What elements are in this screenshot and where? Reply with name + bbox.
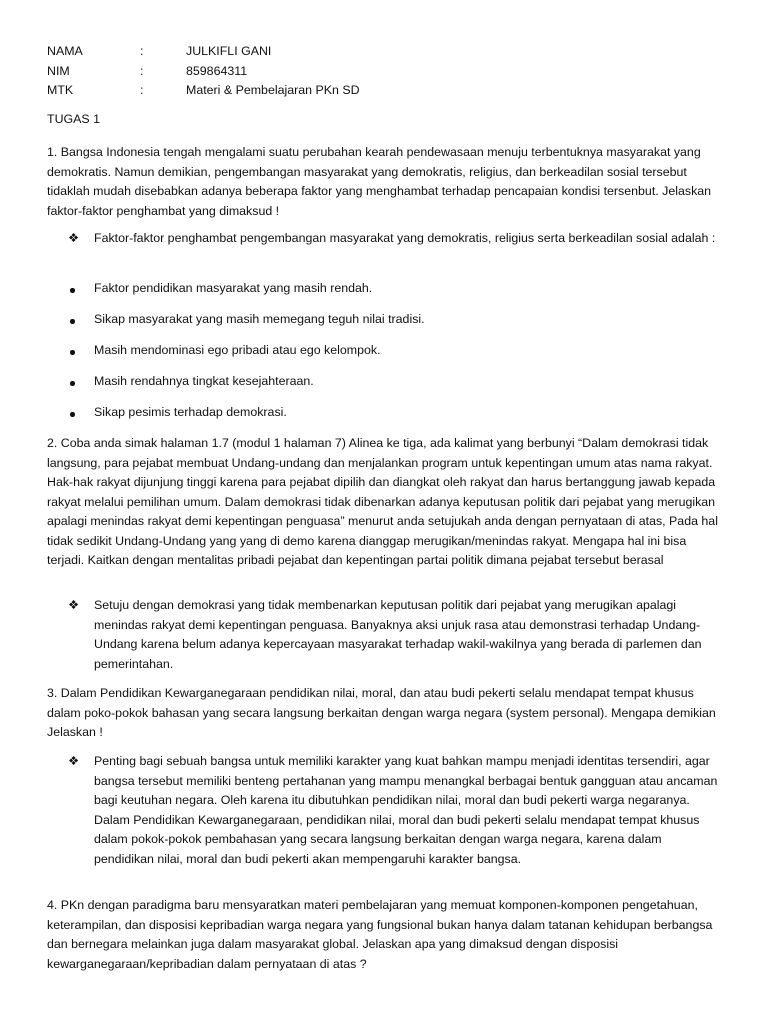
header-separator: : xyxy=(140,44,144,58)
question-3: 3. Dalam Pendidikan Kewarganegaraan pendidikan nilai, moral, dan atau budi pekerti selalu mendapat tempat khusus dalam poko-pokok bahasan yang secara langsung berkaitan dengan warga negara (system personal). Mengapa demikian Jelaskan ! xyxy=(47,686,716,739)
list-item: Sikap masyarakat yang masih memegang teguh nilai tradisi. xyxy=(94,312,425,326)
header-separator: : xyxy=(140,64,144,78)
diamond-bullet-icon: ❖ xyxy=(68,598,80,612)
round-bullet-icon xyxy=(70,350,75,355)
round-bullet-icon xyxy=(70,412,75,417)
answer-1-intro: Faktor-faktor penghambat pengembangan masyarakat yang demokratis, religius serta berkeadilan sosial adalah : xyxy=(94,231,716,245)
header-separator: : xyxy=(140,83,144,97)
list-item: Faktor pendidikan masyarakat yang masih rendah. xyxy=(94,281,373,295)
answer-3: Penting bagi sebuah bangsa untuk memiliki karakter yang kuat bahkan mampu menjadi identitas tersendiri, agar bangsa tersebut memiliki benteng pertahanan yang mampu menangkal berbagai bentuk gangguan atau ancaman bagi keutuhan negara. Oleh karena itu dibutuhkan pendidikan nilai, moral dan budi pekerti warga negaranya. Dalam Pendidikan Kewarganegaraan, pendidikan nilai, moral dan budi pekerti selalu mendapat tempat khusus dalam pokok-pokok pembahasan yang secara langsung berkaitan dengan warga negara, karena dalam pendidikan nilai, moral dan budi pekerti akan mempengaruhi karakter bangsa. xyxy=(94,754,718,866)
task-title: TUGAS 1 xyxy=(47,112,101,126)
list-item: Sikap pesimis terhadap demokrasi. xyxy=(94,405,287,419)
list-item: Masih mendominasi ego pribadi atau ego kelompok. xyxy=(94,343,381,357)
question-1: 1. Bangsa Indonesia tengah mengalami suatu perubahan kearah pendewasaan menuju terbentuknya masyarakat yang demokratis. Namun demikian, pengembangan masyarakat yang demokratis, religius, dan berkeadilan sosial tersebut tidaklah mudah disebabkan adanya beberapa faktor yang menghambat terhadap pencapaian kondisi tersenbut. Jelaskan faktor-faktor penghambat yang dimaksud ! xyxy=(47,145,712,218)
header-value: Materi & Pembelajaran PKn SD xyxy=(186,83,360,97)
header-label: NAMA xyxy=(47,44,83,58)
round-bullet-icon xyxy=(70,288,75,293)
question-4: 4. PKn dengan paradigma baru mensyaratkan materi pembelajaran yang memuat komponen-komponen pengetahuan, keterampilan, dan disposisi kepribadian warga negara yang fungsional bukan hanya dalam tatanan kehidupan berbangsa dan bernegara melainkan juga dalam masyarakat global. Jelaskan apa yang dimaksud dengan disposisi kewarganegaraan/kepribadian dalam pernyataan di atas ? xyxy=(47,898,713,971)
header-value: JULKIFLI GANI xyxy=(186,44,272,58)
round-bullet-icon xyxy=(70,319,75,324)
round-bullet-icon xyxy=(70,381,75,386)
header-label: NIM xyxy=(47,64,70,78)
diamond-bullet-icon: ❖ xyxy=(68,754,80,768)
question-2: 2. Coba anda simak halaman 1.7 (modul 1 halaman 7) Alinea ke tiga, ada kalimat yang berbunyi “Dalam demokrasi tidak langsung, para pejabat membuat Undang-undang dan menjalankan program untuk kepentingan umum atas nama rakyat. Hak-hak rakyat dijunjung tinggi karena para pejabat dipilih dan diangkat oleh rakyat dan harus bertanggung jawab kepada rakyat melalui pemilihan umum. Dalam demokrasi tidak dibenarkan adanya keputusan politik dari pejabat yang merugikan apalagi menindas rakyat demi kepentingan penguasa” menurut anda setujukah anda dengan pernyataan di atas, Pada hal tidak sedikit Undang-Undang yang yang di demo karena dianggap merugikan/menindas rakyat. Mengapa hal ini bisa terjadi. Kaitkan dengan mentalitas pribadi pejabat dan kepentingan partai politik dimana pejabat tersebut berasal xyxy=(47,436,718,567)
header-label: MTK xyxy=(47,83,74,97)
header-value: 859864311 xyxy=(186,64,248,78)
diamond-bullet-icon: ❖ xyxy=(68,231,80,245)
answer-2: Setuju dengan demokrasi yang tidak membenarkan keputusan politik dari pejabat yang merugikan apalagi menindas rakyat demi kepentingan penguasa. Banyaknya aksi unjuk rasa atau demonstrasi terhadap Undang-Undang karena belum adanya kepercayaan masyarakat terhadap wakil-wakilnya yang berada di parlemen dan pemerintahan. xyxy=(94,598,702,671)
list-item: Masih rendahnya tingkat kesejahteraan. xyxy=(94,374,314,388)
